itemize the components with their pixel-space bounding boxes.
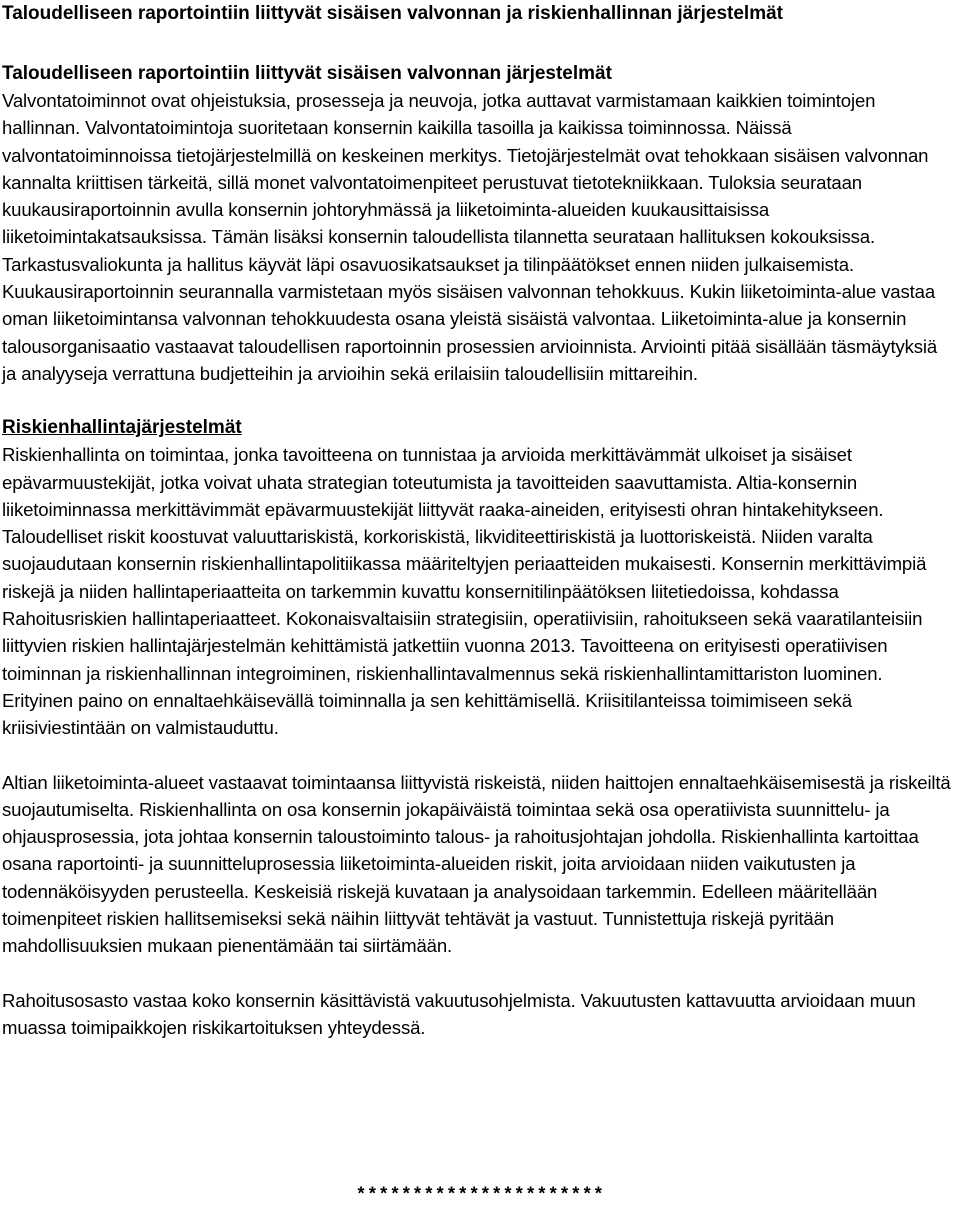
section-heading-risk-management: Riskienhallintajärjestelmät [2,417,242,439]
paragraph-internal-control: Valvontatoiminnot ovat ohjeistuksia, prosesseja ja neuvoja, jotka auttavat varmistamaan kaikkien toimintojen hallinnan. Valvontatoimintoja suoritetaan konsernin kaikilla tasoilla ja kaikissa toiminnossa. Näissä valvontatoiminnoissa tietojärjestelmillä on keskeinen merkitys. Tietojärjestelmät ovat tehokkaan sisäisen valvonnan kannalta kriittisen tärkeitä, sillä monet valvontatoimenpiteet perustuvat tietotekniikkaan. Tuloksia seurataan kuukausiraportoinnin avulla konsernin johtoryhmässä ja liiketoiminta-alueiden kuukausittaisissa liiketoimintakatsauksissa. Tämän lisäksi konsernin taloudellista tilannetta seurataan hallituksen kokouksissa. Tarkastusvaliokunta ja hallitus käyvät läpi osavuosikatsaukset ja tilinpäätökset ennen niiden julkaisemista. Kuukausiraportoinnin seurannalla varmistetaan myös sisäisen valvonnan tehokkuus. Kukin liiketoiminta-alue vastaa oman liiketoimintansa valvonnan tehokkuudesta osana yleistä sisäistä valvontaa. Liiketoiminta-alue ja konsernin talousorganisaatio vastaavat taloudellisen raportoinnin prosessien arvioinnista. Arviointi pitää sisällään täsmäytyksiä ja analyyseja verrattuna budjetteihin ja arvioihin sekä erilaisiin taloudellisiin mittareihin. [2,90,938,384]
section-heading-internal-control: Taloudelliseen raportointiin liittyvät sisäisen valvonnan järjestelmät [2,63,612,84]
paragraph-risk-management-3: Rahoitusosasto vastaa koko konsernin käsittävistä vakuutusohjelmista. Vakuutusten kattavuutta arvioidaan muun muassa toimipaikkojen riskikartoituksen yhteydessä. [2,989,916,1038]
paragraph-spacer [2,742,954,769]
paragraph-spacer [2,387,954,414]
end-separator: ********************** [355,1186,605,1206]
paragraph-spacer [2,960,954,987]
document-title: Taloudelliseen raportointiin liittyvät sisäisen valvonnan ja riskienhallinnan järjestelmät [2,3,783,24]
paragraph-risk-management-1: Riskienhallinta on toimintaa, jonka tavoitteena on tunnistaa ja arvioida merkittävämmät ulkoiset ja sisäiset epävarmuustekijät, jotka voivat uhata strategian toteutumista ja tavoitteiden saavuttamista. Altia-konsernin liiketoiminnassa merkittävimmät epävarmuustekijät liittyvät raaka-aineiden, erityisesti ohran hintakehitykseen. Taloudelliset riskit koostuvat valuuttariskistä, korkoriskistä, likviditeettiriskistä ja luottoriskeistä. Niiden varalta suojaudutaan konsernin riskienhallintapolitiikassa määriteltyjen periaatteiden mukaisesti. Konsernin merkittävimpiä riskejä ja niiden hallintaperiaatteita on tarkemmin kuvattu konsernitilinpäätöksen liitetiedoissa, kohdassa Rahoitusriskien hallintaperiaatteet. Kokonaisvaltaisiin strategisiin, operatiivisiin, rahoitukseen sekä vaaratilanteisiin liittyvien riskien hallintajärjestelmän kehittämistä jatkettiin vuonna 2013. Tavoitteena on erityisesti operatiivisen toiminnan ja riskienhallinnan integroiminen, riskienhallintavalmennus sekä riskienhallintamittariston luominen. Erityinen paino on ennaltaehkäisevällä toiminnalla ja sen kehittämisellä. Kriisitilanteissa toimimiseen sekä kriisiviestintään on valmistauduttu. [2,444,927,739]
paragraph-risk-management-2: Altian liiketoiminta-alueet vastaavat toimintaansa liittyvistä riskeistä, niiden haittojen ennaltaehkäisemisestä ja riskeiltä suojautumiselta. Riskienhallinta on osa konsernin jokapäiväistä toimintaa sekä osa operatiivista suunnittelu- ja ohjausprosessia, jota johtaa konsernin taloustoiminto talous- ja rahoitusjohtajan johdolla. Riskienhallinta kartoittaa osana raportointi- ja suunnitteluprosessia liiketoiminta-alueiden riskit, joita arvioidaan niiden vaikutusten ja todennäköisyyden perusteella. Keskeisiä riskejä kuvataan ja analysoidaan tarkemmin. Edelleen määritellään toimenpiteet riskien hallitsemiseksi sekä näihin liittyvät tehtävät ja vastuut. Tunnistettuja riskejä pyritään mahdollisuuksien mukaan pienentämään tai siirtämään. [2,771,951,957]
